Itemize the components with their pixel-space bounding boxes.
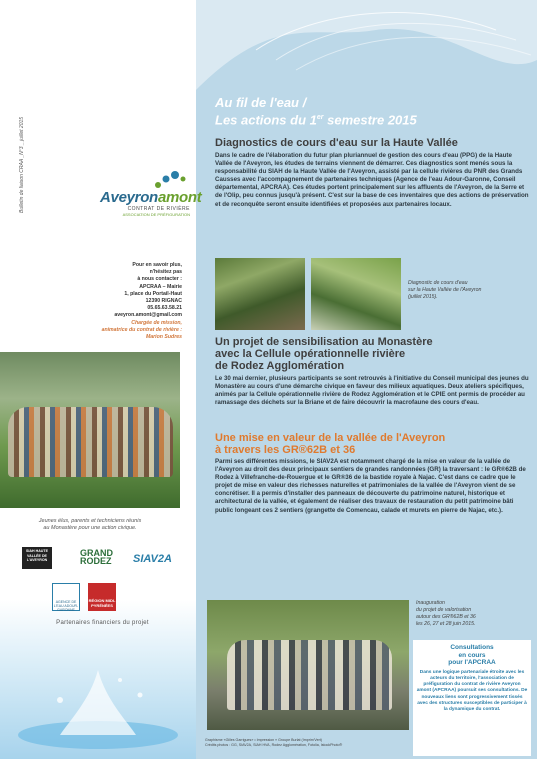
- contact-role: animatrice du contrat de rivière :: [101, 326, 182, 333]
- caption-line: les 26, 27 et 28 juin 2015.: [416, 621, 476, 627]
- section-gr: [215, 432, 530, 515]
- contact-email[interactable]: aveyron.amont@gmail.com: [114, 312, 182, 319]
- caption-inauguration: [416, 600, 526, 628]
- water-splash-icon: [0, 640, 196, 759]
- contact-line: à nous contacter :: [137, 276, 182, 283]
- section-diagnostics: [215, 137, 530, 209]
- section-body: Le 30 mai dernier, plusieurs participants se sont retrouvés à l'initiative du Conseil municipal des jeunes du Monastère au cours d'une démarche civique en faveur des milieux aquatiques. Deux ateliers spécifiques, animés par la Cellule opérationnelle rivière de Rodez Agglomération et le CPIE ont permis de procéder au ramassage des déchets sur la Briane et de faire découvrir la macrofaune des cours d'eau.: [215, 375, 529, 407]
- caption-line: autour des GR®62B et 36: [416, 614, 476, 620]
- section-heading: avec la Cellule opérationnelle rivière: [215, 348, 406, 360]
- title-line-2: Les actions du 1er semestre 2015: [215, 112, 417, 128]
- caption-line: sur la Haute Vallée de l'Aveyron: [408, 287, 482, 293]
- partner-siah-logo: SIAH HAUTE VALLÉE DE L'AVEYRON: [22, 547, 52, 569]
- contact-line: 1, place du Portail-Haut: [124, 290, 182, 297]
- partner-siav2a-logo: SIAV2A: [133, 553, 172, 565]
- credits-line: Graphisme «Gilles Garrigues» • Impression « Groupe Burlat (Imprim'Vert): [205, 738, 322, 742]
- logo: [100, 175, 202, 217]
- partners-block: [20, 545, 185, 635]
- credits-line: Crédits photos : GG, SIAV2A, SIAH HVA, Rodez Agglomération, Fotolia, IstockPhoto®: [205, 743, 343, 747]
- caption-line: Inauguration: [416, 600, 445, 606]
- consultations-box: [413, 640, 531, 756]
- caption-line: Diagnostic de cours d'eau: [408, 280, 468, 286]
- section-heading: Diagnostics de cours d'eau sur la Haute Vallée: [215, 137, 458, 149]
- photo-crowd: [8, 407, 173, 477]
- consult-heading: en cours: [458, 651, 486, 659]
- consult-heading: pour l'APCRAA: [448, 659, 496, 666]
- bulletin-label: Bulletin de liaison CRAA _N°3 _ juillet 2015: [19, 116, 25, 213]
- partner-grand-rodez-logo: [80, 549, 113, 565]
- photo-river-1: [215, 258, 305, 330]
- logo-subtitle-2: ASSOCIATION DE PRÉFIGURATION: [122, 212, 190, 217]
- contact-line: APCRAA – Mairie: [139, 283, 182, 290]
- section-heading: Une mise en valeur de la vallée de l'Aveyron: [215, 432, 446, 444]
- partners-label: Partenaires financiers du projet: [56, 620, 149, 626]
- section-heading: à travers les GR®62B et 36: [215, 444, 356, 456]
- page-title: [215, 95, 515, 127]
- caption-line: au Monastère pour une action civique.: [43, 525, 137, 531]
- contact-block: [70, 262, 182, 341]
- caption-line: du projet de valorisation: [416, 607, 472, 613]
- photo-river-2: [311, 258, 401, 330]
- section-heading: Un projet de sensibilisation au Monastère: [215, 336, 433, 348]
- partner-region-logo: RÉGION MIDI-PYRÉNÉES: [88, 583, 116, 611]
- contact-role: Chargée de mission,: [131, 319, 182, 326]
- wave-decoration: [196, 0, 537, 90]
- section-body: Parmi ses différentes missions, le SIAV2A est notamment chargé de la mise en valeur de la vallée de l'Aveyron au droit des deux principaux sentiers de grandes randonnées (GR) la traversant : le GR®62B de Rodez à Villefranche-de-Rouergue et le GR®36 de la bastide royale à Najac. C'est dans ce cadre que le projet de mise en valeur des richesses naturelles et patrimoniales de la vallée de l'Aveyron vient de se concrétiser. Il a permis d'installer des panneaux de découverte du patrimoine naturel, historique et architectural de la vallée, et également de réaliser des travaux de restauration du petit patrimoine bâti public longeant ces 2 sentiers (grangette de Comencau, calade et murets en pierre de Najac, etc.).: [215, 458, 526, 514]
- contact-line: n'hésitez pas: [149, 269, 182, 276]
- section-monastere: [215, 336, 530, 407]
- grand-rodez-word: RODEZ: [80, 556, 112, 566]
- photo-people: [227, 640, 392, 710]
- contact-person: Marion Sudres: [145, 334, 182, 341]
- consult-body: Dans une logique partenariale étroite avec les acteurs du territoire, l'association de préfiguration du contrat de rivière Aveyron amont (APCRAA) poursuit ses consultations. De nouveaux liens sont progressivement tissés avec des structures susceptibles de participer à la dynamique du contrat.: [416, 669, 528, 713]
- contact-line: 12390 RIGNAC: [145, 298, 182, 305]
- grand-rodez-word: GRAND: [80, 548, 113, 558]
- credits: [205, 738, 405, 748]
- caption-line: (juillet 2015).: [408, 294, 438, 300]
- caption-children: [0, 518, 180, 532]
- contact-phone: 05.65.63.58.21: [147, 305, 182, 312]
- logo-subtitle: CONTRAT DE RIVIÈRE: [127, 206, 190, 212]
- logo-dots-icon: [150, 165, 190, 195]
- section-body: Dans le cadre de l'élaboration du futur plan pluriannuel de gestion des cours d'eau (PPG) de la Haute Vallée de l'Aveyron, les études de terrains viennent de démarrer. Ces diagnostics sont menés sous la responsabilité du SIAH de la Haute Vallée de l'Aveyron, assisté par la cellule rivières du PNR des Grands Causses avec l'accompagnement de partenaires techniques (Agence de l'eau Adour-Garonne, Conseil départemental, APCRAA). Ces études portent principalement sur les affluents de l'Aveyron, de la Serre et de l'Olip, peu connus jusqu'à présent. C'est sur la base de ces inventaires que des actions de préservation et de reconquête seront ensuite identifiées et proposées aux partenaires locaux.: [215, 152, 529, 208]
- partner-adour-garonne-logo: AGENCE DE L'EAU ADOUR-GARONNE: [52, 583, 80, 611]
- caption-river: [408, 280, 528, 301]
- logo-wordmark: Aveyronamont: [100, 189, 202, 206]
- photo-inauguration: [207, 600, 409, 730]
- photo-children-group: [0, 352, 180, 508]
- section-heading: de Rodez Agglomération: [215, 360, 345, 372]
- contact-line: Pour en savoir plus,: [132, 262, 182, 268]
- caption-line: Jeunes élus, parents et techniciens réunis: [38, 518, 142, 524]
- title-line-1: Au fil de l'eau /: [215, 95, 307, 110]
- consult-heading: Consultations: [450, 644, 494, 651]
